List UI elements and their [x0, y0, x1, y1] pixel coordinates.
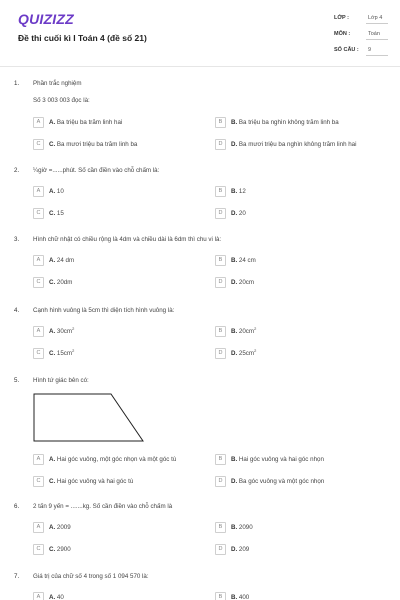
- option-b[interactable]: [215, 454, 385, 465]
- option-c[interactable]: [33, 139, 203, 150]
- option-key: D.: [231, 350, 238, 357]
- question-text: Hình tứ giác bên có:: [33, 377, 89, 384]
- question-number: 4.: [14, 307, 20, 314]
- option-key: C.: [49, 279, 56, 286]
- option-a[interactable]: [33, 592, 203, 600]
- question-number: 5.: [14, 377, 20, 384]
- option-text: 400: [238, 594, 250, 600]
- option-d[interactable]: [215, 476, 385, 487]
- option-d[interactable]: [215, 544, 385, 555]
- option-d[interactable]: [215, 348, 385, 359]
- option-key: A.: [49, 119, 56, 126]
- class-underline: [366, 23, 388, 24]
- option-d[interactable]: [215, 139, 385, 150]
- quadrilateral-figure: [33, 393, 145, 443]
- option-text: 2900: [56, 546, 71, 553]
- question-text: ¼giờ =......phút. Số cần điền vào chỗ chấm là:: [33, 167, 160, 174]
- option-text: Hai góc vuông, một góc nhọn và một góc tù: [56, 456, 177, 463]
- option-key: A.: [49, 594, 56, 600]
- option-letter-box: B: [215, 454, 226, 465]
- option-letter-box: A: [33, 255, 44, 266]
- option-text: 209: [238, 546, 250, 553]
- option-b[interactable]: [215, 592, 385, 600]
- option-letter-box: D: [215, 348, 226, 359]
- option-letter-box: B: [215, 326, 226, 337]
- option-c[interactable]: [33, 348, 203, 359]
- option-key: D.: [231, 210, 238, 217]
- option-key: A.: [49, 257, 56, 264]
- quadrilateral-shape: [34, 394, 143, 441]
- option-text: 25cm: [238, 350, 255, 357]
- header-divider: [0, 66, 400, 67]
- question-text: Cạnh hình vuông là 5cm thì diện tích hình vuông là:: [33, 307, 175, 314]
- option-key: C.: [49, 478, 56, 485]
- option-d[interactable]: [215, 277, 385, 288]
- option-letter-box: B: [215, 522, 226, 533]
- option-b[interactable]: [215, 255, 385, 266]
- option-key: D.: [231, 546, 238, 553]
- option-c[interactable]: [33, 544, 203, 555]
- worksheet-header: [0, 0, 400, 64]
- question-count-value: 9: [368, 47, 372, 53]
- question-text: 2 tấn 9 yến = .......kg. Số cần điền vào chỗ chấm là: [33, 503, 173, 510]
- option-a[interactable]: [33, 186, 203, 197]
- option-key: A.: [49, 524, 56, 531]
- superscript: 2: [72, 347, 75, 353]
- question-text: Giá trị của chữ số 4 trong số 1 094 570 là:: [33, 573, 149, 580]
- option-d[interactable]: [215, 208, 385, 219]
- option-key: A.: [49, 456, 56, 463]
- class-value: Lớp 4: [368, 15, 383, 21]
- option-text: 20dm: [56, 279, 73, 286]
- option-key: D.: [231, 141, 238, 148]
- question-number: 7.: [14, 573, 20, 580]
- option-letter-box: C: [33, 544, 44, 555]
- option-text: 12: [238, 188, 246, 195]
- option-key: C.: [49, 546, 56, 553]
- option-letter-box: A: [33, 592, 44, 600]
- option-key: C.: [49, 141, 56, 148]
- option-key: B.: [231, 594, 238, 600]
- option-a[interactable]: [33, 522, 203, 533]
- option-key: C.: [49, 210, 56, 217]
- option-letter-box: D: [215, 139, 226, 150]
- question-text: Phần trắc nghiệm: [33, 80, 82, 87]
- option-key: A.: [49, 188, 56, 195]
- option-letter-box: B: [215, 592, 226, 600]
- subject-value: Toán: [368, 31, 380, 37]
- quizizz-logo: QUIZIZZ: [18, 11, 74, 27]
- option-letter-box: C: [33, 476, 44, 487]
- option-letter-box: A: [33, 117, 44, 128]
- option-key: C.: [49, 350, 56, 357]
- option-text: 2009: [56, 524, 71, 531]
- option-letter-box: C: [33, 277, 44, 288]
- option-text: Ba mươi triệu ba nghìn không trăm linh hai: [238, 141, 357, 148]
- question-text: Hình chữ nhật có chiều rộng là 4dm và chiều dài là 6dm thì chu vi là:: [33, 236, 222, 243]
- option-key: D.: [231, 279, 238, 286]
- option-text: Ba mươi triệu ba trăm linh ba: [56, 141, 138, 148]
- option-text: 10: [56, 188, 64, 195]
- option-b[interactable]: [215, 522, 385, 533]
- question-subtext: Số 3 003 003 đọc là:: [33, 97, 90, 104]
- option-b[interactable]: [215, 117, 385, 128]
- superscript: 2: [72, 325, 75, 331]
- option-text: 2090: [238, 524, 253, 531]
- option-text: 24 dm: [56, 257, 75, 264]
- option-a[interactable]: [33, 454, 203, 465]
- option-text: 15cm: [56, 350, 73, 357]
- question-number: 2.: [14, 167, 20, 174]
- question-count-label: SỐ CÂU :: [334, 47, 359, 53]
- superscript: 2: [254, 325, 257, 331]
- option-a[interactable]: [33, 117, 203, 128]
- option-text: 15: [56, 210, 64, 217]
- option-letter-box: B: [215, 186, 226, 197]
- option-text: Hai góc vuông và hai góc nhọn: [238, 456, 324, 463]
- superscript: 2: [254, 347, 257, 353]
- option-text: 20cm: [238, 328, 255, 335]
- question-number: 3.: [14, 236, 20, 243]
- option-text: 20cm: [238, 279, 255, 286]
- option-a[interactable]: [33, 326, 203, 337]
- option-key: B.: [231, 188, 238, 195]
- option-b[interactable]: [215, 186, 385, 197]
- option-text: 40: [56, 594, 64, 600]
- option-c[interactable]: [33, 277, 203, 288]
- option-text: 24 cm: [238, 257, 256, 264]
- option-a[interactable]: [33, 255, 203, 266]
- option-text: Ba triệu ba trăm linh hai: [56, 119, 123, 126]
- option-key: B.: [231, 257, 238, 264]
- option-key: B.: [231, 119, 238, 126]
- question-number: 6.: [14, 503, 20, 510]
- option-text: 20: [238, 210, 246, 217]
- option-text: Hai góc vuông và hai góc tù: [56, 478, 134, 485]
- option-text: Ba triệu ba nghìn không trăm linh ba: [238, 119, 339, 126]
- option-c[interactable]: [33, 208, 203, 219]
- option-letter-box: A: [33, 522, 44, 533]
- subject-label: MÔN :: [334, 31, 351, 37]
- worksheet-title: Đề thi cuối kì I Toán 4 (đề số 21): [18, 33, 147, 43]
- option-key: A.: [49, 328, 56, 335]
- option-letter-box: C: [33, 139, 44, 150]
- option-letter-box: C: [33, 208, 44, 219]
- option-text: Ba góc vuông và một góc nhọn: [238, 478, 325, 485]
- subject-underline: [366, 39, 388, 40]
- question-number: 1.: [14, 80, 20, 87]
- option-key: D.: [231, 478, 238, 485]
- question-count-underline: [366, 55, 388, 56]
- option-key: B.: [231, 456, 238, 463]
- option-letter-box: B: [215, 117, 226, 128]
- option-b[interactable]: [215, 326, 385, 337]
- option-letter-box: D: [215, 208, 226, 219]
- option-letter-box: D: [215, 277, 226, 288]
- option-c[interactable]: [33, 476, 203, 487]
- option-letter-box: D: [215, 544, 226, 555]
- option-key: B.: [231, 524, 238, 531]
- option-letter-box: A: [33, 454, 44, 465]
- option-letter-box: C: [33, 348, 44, 359]
- option-text: 30cm: [56, 328, 73, 335]
- option-key: B.: [231, 328, 238, 335]
- option-letter-box: B: [215, 255, 226, 266]
- option-letter-box: A: [33, 186, 44, 197]
- option-letter-box: D: [215, 476, 226, 487]
- option-letter-box: A: [33, 326, 44, 337]
- class-label: LỚP :: [334, 15, 349, 21]
